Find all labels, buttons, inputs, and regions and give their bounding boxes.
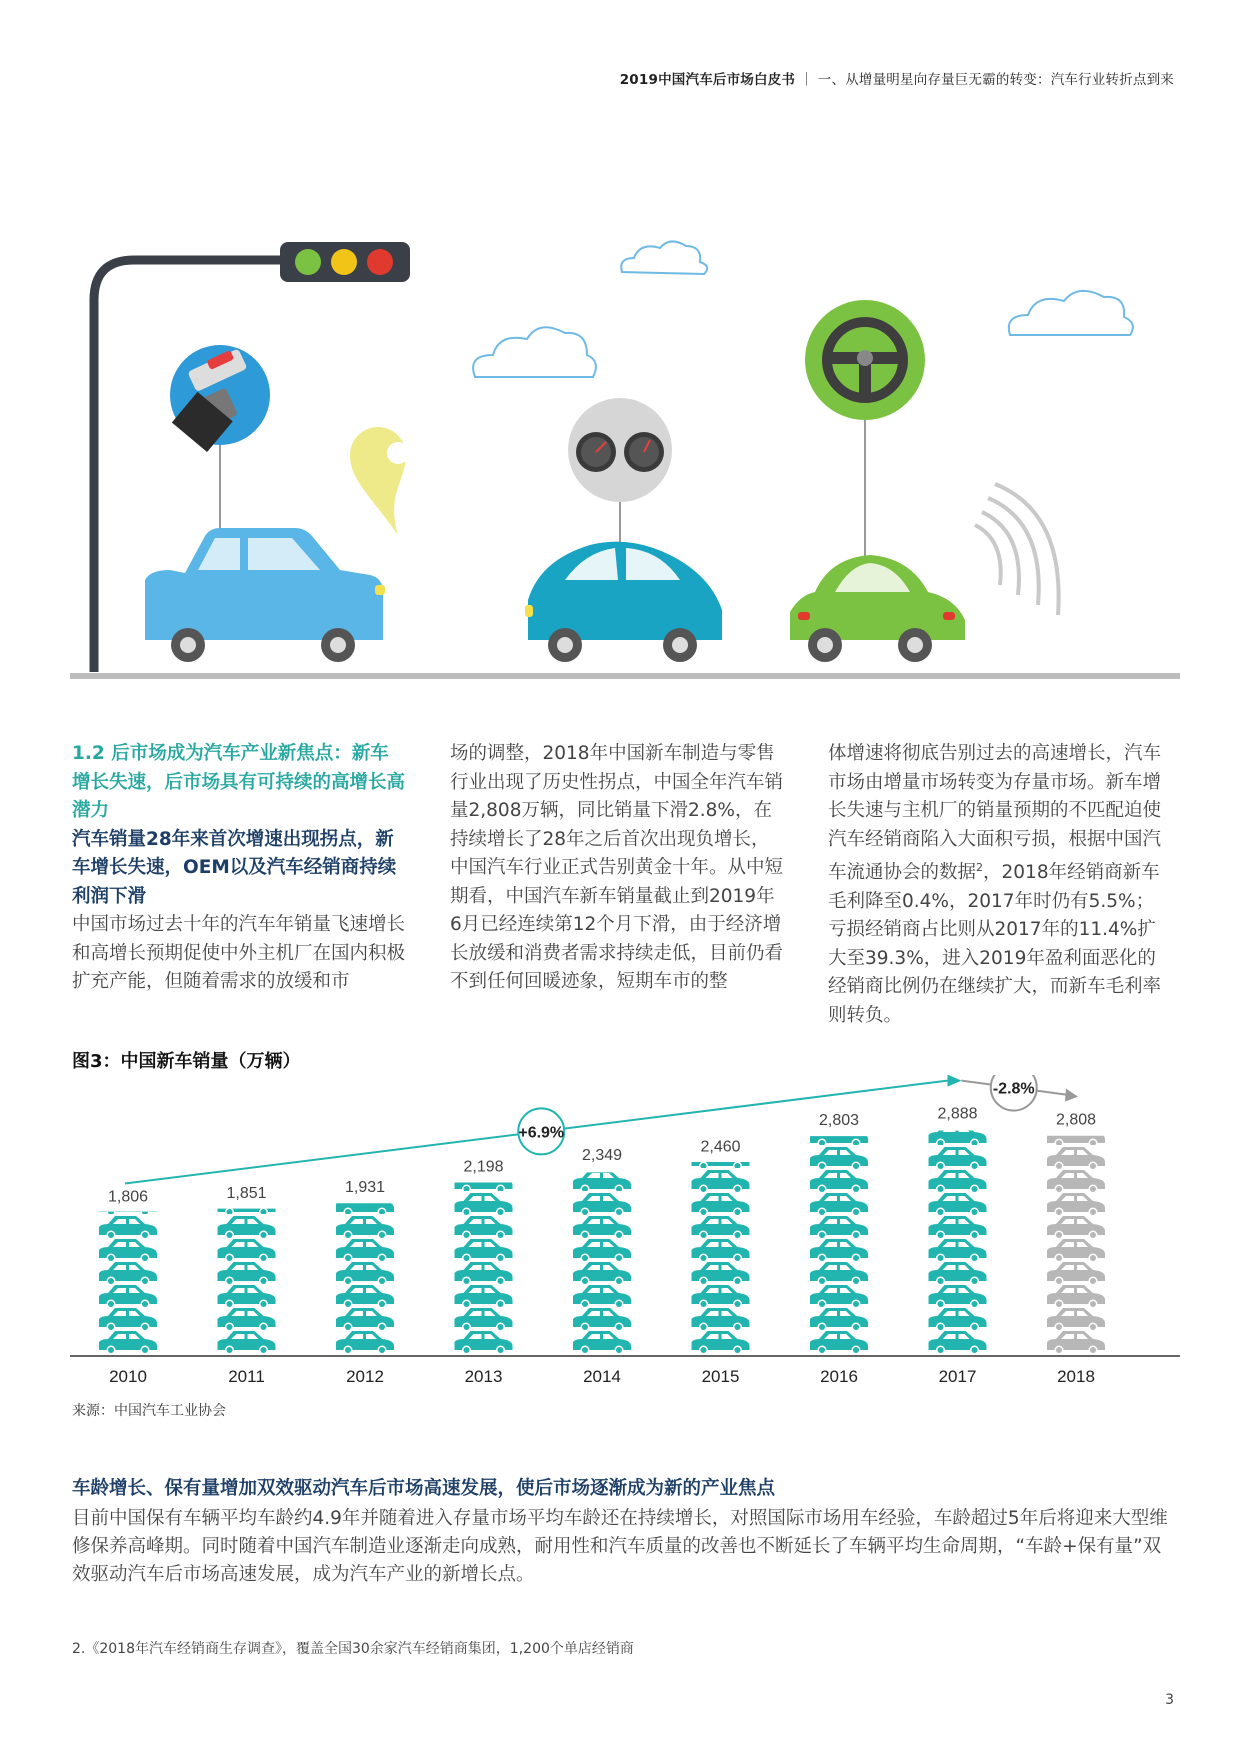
car-icon [336, 1216, 394, 1240]
arrow-head-icon [948, 1075, 962, 1087]
car-icon [573, 1170, 631, 1194]
category-label: 2018 [1057, 1367, 1095, 1386]
car-icon [1047, 1147, 1105, 1171]
cloud-icon [473, 327, 596, 377]
car-icon [810, 1147, 868, 1171]
car-icon [1047, 1216, 1105, 1240]
car-cyan-icon [525, 542, 722, 662]
car-icon [218, 1308, 276, 1332]
car-icon [336, 1193, 394, 1217]
car-icon [99, 1262, 157, 1286]
car-icon [99, 1331, 157, 1355]
car-icon [573, 1331, 631, 1355]
body-paragraph [828, 740, 1163, 1030]
header-doc-title: 2019中国汽车后市场白皮书 [619, 72, 796, 88]
car-icon [810, 1170, 868, 1194]
figure-title: 图3：中国新车销量（万辆） [72, 1051, 301, 1072]
car-icon [218, 1331, 276, 1355]
car-icon [929, 1216, 987, 1240]
body-paragraph: 场的调整，2018年中国新车制造与零售行业出现了历史性拐点，中国全年汽车销量2,808万辆，同比销量下滑2.8%，在持续增长了28年之后首次出现负增长，中国汽车行业正式告别黄金十年。从中短期看，中国汽车新车销量截止到2019年6月已经连续第12个月下滑，由于经济增长放缓和消费者需求持续走低，目前仍看不到任何回暖迹象，短期车市的整 [450, 743, 784, 992]
signal-waves-icon [975, 484, 1059, 615]
figure-source: 来源：中国汽车工业协会 [72, 1403, 226, 1419]
car-icon [573, 1285, 631, 1309]
footnote-ref: 2 [976, 861, 984, 874]
section-subtitle: 汽车销量28年来首次增速出现拐点，新车增长失速，OEM以及汽车经销商持续利润下滑 [72, 828, 397, 907]
car-icon [810, 1331, 868, 1355]
growth-label: +6.9% [518, 1124, 565, 1142]
car-icon [218, 1262, 276, 1286]
category-label: 2016 [820, 1367, 858, 1386]
car-icon [810, 1216, 868, 1240]
value-label: 2,808 [1055, 1111, 1097, 1129]
car-icon [692, 1308, 750, 1332]
bar [455, 1170, 513, 1355]
category-label: 2017 [938, 1367, 977, 1386]
value-label: 2,349 [581, 1146, 623, 1164]
header-separator: ｜ [799, 72, 814, 88]
road-line [70, 673, 1180, 679]
bar [692, 1147, 750, 1355]
car-icon [336, 1308, 394, 1332]
header-section: 一、从增量明星向存量巨无霸的转变：汽车行业转折点到来 [817, 72, 1174, 88]
car-icon [1047, 1262, 1105, 1286]
section-2 [72, 1475, 1172, 1589]
category-label: 2011 [228, 1367, 265, 1386]
car-icon [810, 1308, 868, 1332]
car-icon [929, 1124, 987, 1148]
decline-label: -2.8% [992, 1080, 1035, 1098]
text-column-2 [450, 740, 785, 997]
car-icon [336, 1285, 394, 1309]
category-label: 2013 [464, 1367, 503, 1386]
car-icon [929, 1308, 987, 1332]
car-icon [1047, 1308, 1105, 1332]
section-2-title: 车龄增长、保有量增加双效驱动汽车后市场高速发展，使后市场逐渐成为新的产业焦点 [72, 1478, 776, 1499]
text-column-1 [72, 740, 407, 997]
car-icon [455, 1262, 513, 1286]
bar [1047, 1124, 1105, 1355]
car-icon [573, 1262, 631, 1286]
car-icon [99, 1239, 157, 1263]
bar [336, 1193, 394, 1355]
car-icon [573, 1308, 631, 1332]
category-label: 2014 [583, 1367, 621, 1386]
car-icon [573, 1193, 631, 1217]
car-icon [336, 1331, 394, 1355]
car-icon [810, 1239, 868, 1263]
car-icon [99, 1308, 157, 1332]
car-icon [810, 1262, 868, 1286]
page-number: 3 [1165, 1692, 1174, 1708]
car-icon [336, 1239, 394, 1263]
car-icon [99, 1216, 157, 1240]
car-icon [1047, 1239, 1105, 1263]
car-icon [692, 1170, 750, 1194]
traffic-light-icon [280, 242, 410, 282]
bar [99, 1193, 157, 1355]
car-icon [455, 1216, 513, 1240]
bar [810, 1124, 868, 1355]
value-label: 1,806 [107, 1188, 149, 1206]
value-label: 2,460 [700, 1138, 741, 1156]
footnote: 2.《2018年汽车经销商生存调查》，覆盖全国30余家汽车经销商集团，1,200个单店经销商 [72, 1641, 634, 1657]
car-icon [929, 1170, 987, 1194]
car-icon [929, 1239, 987, 1263]
running-header [620, 68, 1174, 88]
car-icon [1047, 1170, 1105, 1194]
car-icon [218, 1216, 276, 1240]
location-pin-icon [350, 427, 409, 535]
bar [218, 1193, 276, 1355]
section-2-body: 目前中国保有车辆平均车龄约4.9年并随着进入存量市场平均车龄还在持续增长，对照国际市场用车经验，车龄超过5年后将迎来大型维修保养高峰期。同时随着中国汽车制造业逐渐走向成熟，耐用性和汽车质量的改善也不断延长了车辆平均生命周期，“车龄+保有量”双效驱动汽车后市场高速发展，成为汽车产业的新增长点。 [72, 1508, 1168, 1585]
gauge-icon [568, 398, 672, 502]
bar [929, 1124, 987, 1355]
car-blue-icon [145, 528, 385, 662]
text-column-3 [828, 740, 1163, 1030]
category-label: 2010 [109, 1367, 147, 1386]
car-icon [929, 1285, 987, 1309]
value-label: 2,888 [937, 1105, 978, 1123]
car-icon [692, 1193, 750, 1217]
section-title: 1.2 后市场成为汽车产业新焦点：新车增长失速，后市场具有可持续的高增长高潜力 [72, 743, 406, 821]
car-icon [455, 1285, 513, 1309]
car-icon [929, 1331, 987, 1355]
car-icon [573, 1216, 631, 1240]
car-icon [218, 1285, 276, 1309]
car-icon [573, 1239, 631, 1263]
car-icon [692, 1285, 750, 1309]
value-label: 2,803 [818, 1112, 860, 1130]
car-icon [929, 1147, 987, 1171]
car-icon [1047, 1285, 1105, 1309]
car-icon [1047, 1193, 1105, 1217]
bar [573, 1170, 631, 1355]
seatbelt-icon [170, 345, 270, 452]
car-icon [692, 1216, 750, 1240]
car-icon [929, 1193, 987, 1217]
car-icon [455, 1308, 513, 1332]
car-icon [810, 1285, 868, 1309]
value-label: 2,198 [463, 1158, 504, 1176]
car-icon [218, 1239, 276, 1263]
body-text: ，2018年经销商新车毛利降至0.4%，2017年时仍有5.5%；亏损经销商占比则从2017年的11.4%扩大至39.3%，进入2019年盈利面恶化的经销商比例仍在继续扩大，而新车毛利率则转负。 [828, 862, 1162, 1026]
car-icon [455, 1193, 513, 1217]
category-label: 2015 [701, 1367, 740, 1386]
car-icon [692, 1262, 750, 1286]
arrow-head-icon [1065, 1089, 1078, 1102]
car-icon [455, 1239, 513, 1263]
category-label: 2012 [346, 1367, 384, 1386]
car-green-icon [790, 555, 965, 662]
car-icon [810, 1193, 868, 1217]
car-icon [929, 1262, 987, 1286]
cloud-icon [1009, 291, 1133, 335]
sales-chart [70, 1075, 1180, 1415]
cloud-icon [621, 241, 707, 274]
car-icon [1047, 1331, 1105, 1355]
car-icon [455, 1331, 513, 1355]
value-label: 1,851 [226, 1185, 267, 1203]
steering-wheel-icon [805, 300, 925, 420]
body-text: 体增速将彻底告别过去的高速增长，汽车市场由增量市场转变为存量市场。新车增长失速与主机厂的销量预期的不匹配迫使汽车经销商陷入大面积亏损，根据中国汽车流通协会的数据 [828, 743, 1162, 884]
car-icon [692, 1331, 750, 1355]
car-icon [336, 1262, 394, 1286]
car-icon [99, 1285, 157, 1309]
body-paragraph: 中国市场过去十年的汽车年销量飞速增长和高增长预期促使中外主机厂在国内积极扩充产能，但随着需求的放缓和市 [72, 914, 406, 992]
value-label: 1,931 [344, 1178, 386, 1196]
hero-illustration [70, 240, 1180, 685]
car-icon [692, 1239, 750, 1263]
